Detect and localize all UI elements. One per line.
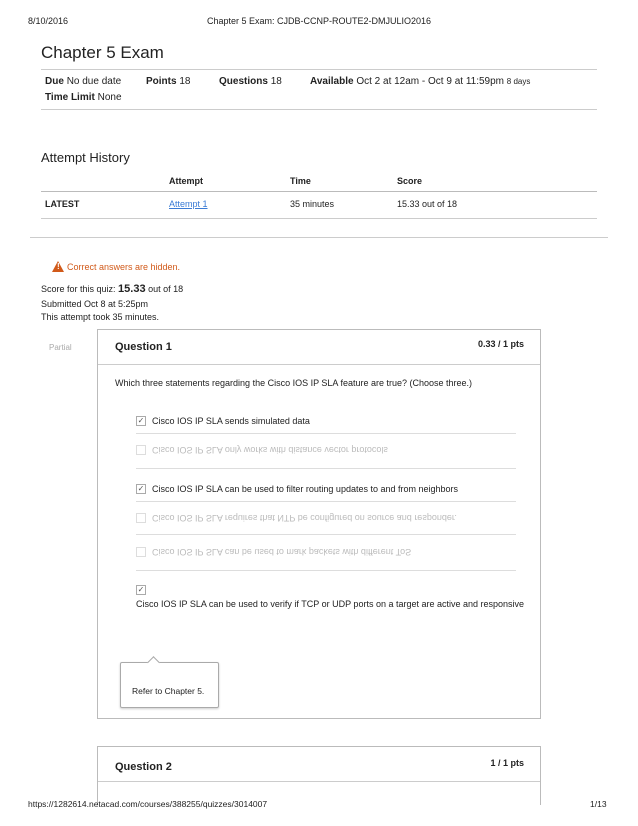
answers-hidden-notice (52, 261, 180, 272)
questions-value: 18 (270, 76, 282, 87)
question-status-partial: Partial (49, 343, 72, 352)
attempt-time: 35 minutes (290, 192, 397, 219)
checkbox-icon[interactable] (136, 513, 146, 523)
answer-option[interactable] (136, 584, 146, 595)
score-value: 15.33 (118, 283, 146, 295)
print-doc-title: Chapter 5 Exam: CJDB-CCNP-ROUTE2-DMJULIO2016 (206, 16, 432, 26)
warning-icon: ! (52, 261, 64, 272)
answer-text: Cisco IOS IP SLA can be used to mark packets with different ToS (152, 547, 412, 557)
due-field (45, 76, 121, 87)
divider (136, 501, 516, 502)
points-field (146, 76, 190, 87)
divider (41, 109, 597, 110)
points-value: 18 (179, 76, 191, 87)
question-title: Question 1 (115, 341, 172, 353)
latest-label: LATEST (41, 192, 169, 219)
divider (41, 69, 597, 70)
divider (136, 570, 516, 571)
column-header-time: Time (290, 172, 397, 192)
print-url: https://1282614.netacad.com/courses/388255/quizzes/3014007 (28, 799, 268, 809)
answer-text: Cisco IOS IP SLA can be used to verify if TCP or UDP ports on a target are active and responsive (136, 599, 525, 609)
time-limit-value: None (97, 92, 122, 103)
time-limit-field (45, 92, 122, 103)
attempt-link[interactable]: Attempt 1 (169, 199, 208, 209)
score-prefix: Score for this quiz: (41, 284, 116, 294)
score-suffix: out of 18 (148, 284, 184, 294)
page-number: 1/13 (590, 799, 607, 809)
table-header-row (41, 172, 597, 192)
question-2-card (97, 746, 541, 805)
divider (136, 468, 516, 469)
duration-text: This attempt took 35 minutes. (41, 312, 160, 322)
print-date: 8/10/2016 (28, 16, 69, 26)
divider (136, 534, 516, 535)
question-header (98, 747, 540, 782)
time-limit-label: Time Limit (45, 92, 95, 103)
due-value: No due date (66, 76, 122, 87)
quiz-score (41, 283, 183, 295)
points-label: Points (146, 76, 177, 87)
question-title: Question 2 (115, 761, 172, 773)
questions-field (219, 76, 282, 87)
answer-text: Cisco IOS IP SLA only works with distance vector protocols (152, 445, 388, 455)
column-header-attempt: Attempt (169, 172, 290, 192)
answer-option[interactable] (136, 484, 458, 494)
answer-text: Cisco IOS IP SLA sends simulated data (152, 416, 310, 426)
checkbox-checked-icon[interactable]: ✓ (137, 484, 145, 493)
divider (136, 433, 516, 434)
questions-label: Questions (219, 76, 268, 87)
available-field (310, 76, 530, 87)
checkbox-icon[interactable] (136, 547, 146, 557)
answer-text: Cisco IOS IP SLA can be used to filter routing updates to and from neighbors (152, 484, 459, 494)
warning-text: Correct answers are hidden. (67, 261, 181, 272)
answer-option[interactable] (136, 416, 310, 426)
question-points: 1 / 1 pts (490, 758, 524, 768)
answer-option[interactable] (136, 513, 457, 523)
answer-text: Cisco IOS IP SLA requires that NTP be configured on source and responder. (152, 513, 457, 523)
attempt-score: 15.33 out of 18 (397, 192, 597, 219)
attempt-history-heading: Attempt History (41, 150, 130, 165)
divider (30, 237, 608, 238)
answer-option[interactable] (136, 445, 388, 455)
comment-bubble (120, 662, 219, 708)
column-header-score: Score (397, 172, 597, 192)
question-points: 0.33 / 1 pts (477, 339, 524, 349)
attempt-history-table (41, 172, 597, 219)
available-days: 8 days (506, 77, 531, 86)
submitted-text: Submitted Oct 8 at 5:25pm (41, 299, 149, 309)
question-text: Which three statements regarding the Cisco IOS IP SLA feature are true? (Choose three.) (115, 378, 473, 388)
table-row (41, 192, 597, 219)
available-label: Available (310, 76, 354, 87)
due-label: Due (45, 76, 64, 87)
available-value: Oct 2 at 12am - Oct 9 at 11:59pm (356, 76, 504, 87)
question-header (98, 330, 540, 365)
page-title: Chapter 5 Exam (41, 43, 164, 62)
answer-option[interactable] (136, 547, 411, 557)
checkbox-checked-icon[interactable]: ✓ (137, 585, 145, 594)
checkbox-icon[interactable] (136, 445, 146, 455)
checkbox-checked-icon[interactable]: ✓ (137, 416, 145, 425)
question-1-card (97, 329, 541, 719)
comment-text: Refer to Chapter 5. (132, 686, 205, 696)
